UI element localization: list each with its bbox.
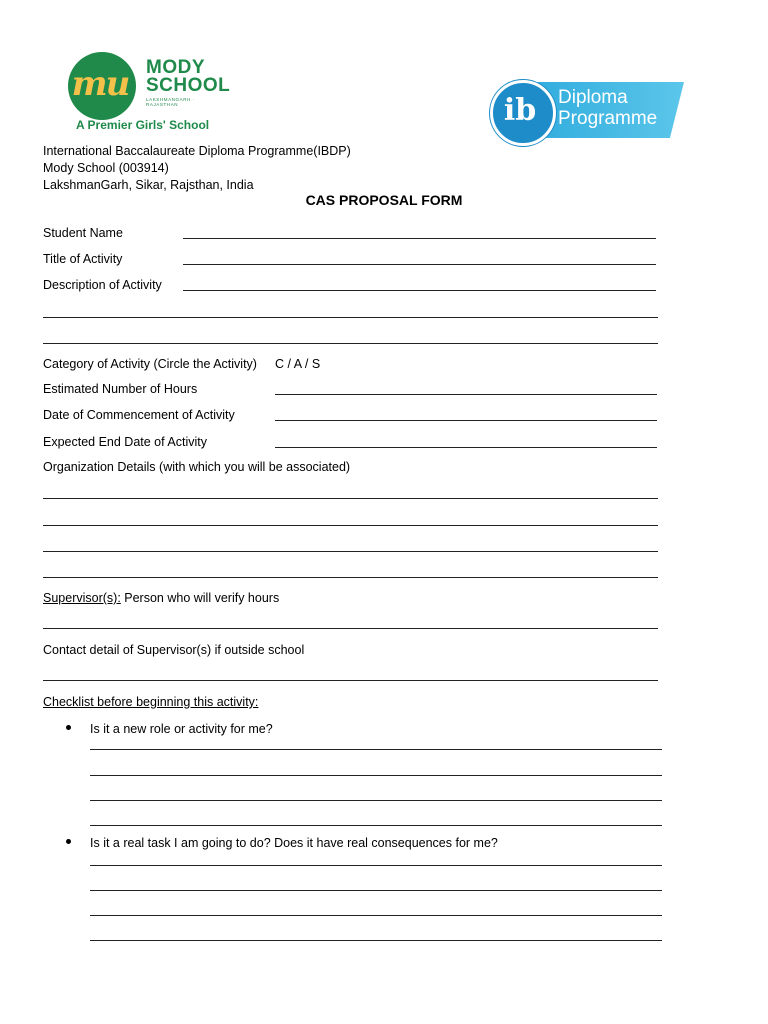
supervisor-note: Person who will verify hours xyxy=(120,591,280,605)
bullet-icon xyxy=(66,725,71,730)
supervisor-label: Supervisor(s): xyxy=(43,591,121,605)
ib-logo-mark: ib xyxy=(503,92,537,128)
checklist-1-answer-line[interactable] xyxy=(90,775,662,776)
student-name-label: Student Name xyxy=(43,226,123,240)
estimated-hours-field[interactable] xyxy=(275,394,657,395)
mody-school-logo xyxy=(66,50,231,136)
ib-logo-line2: Programme xyxy=(558,108,658,129)
description-field-line[interactable] xyxy=(183,290,656,291)
description-of-activity-label: Description of Activity xyxy=(43,278,162,292)
ib-diploma-logo xyxy=(488,78,684,144)
supervisor-label-row xyxy=(43,590,279,606)
estimated-hours-label: Estimated Number of Hours xyxy=(43,382,198,396)
student-name-field[interactable] xyxy=(183,238,656,239)
expected-end-date-label: Expected End Date of Activity xyxy=(43,435,207,449)
description-field-line[interactable] xyxy=(43,343,658,344)
mody-logo-name-line2: SCHOOL xyxy=(146,75,231,96)
expected-end-date-field[interactable] xyxy=(275,447,657,448)
date-commencement-label: Date of Commencement of Activity xyxy=(43,408,235,422)
organization-field-line[interactable] xyxy=(43,551,658,552)
category-options[interactable]: C / A / S xyxy=(275,357,321,371)
title-of-activity-field[interactable] xyxy=(183,264,656,265)
organization-details-label: Organization Details (with which you will be associated) xyxy=(43,460,351,474)
date-commencement-field[interactable] xyxy=(275,420,657,421)
checklist-2-answer-line[interactable] xyxy=(90,865,662,866)
mody-logo-mark: mu xyxy=(71,64,129,104)
supervisor-field[interactable] xyxy=(43,628,658,629)
checklist-1-answer-line[interactable] xyxy=(90,825,662,826)
mody-logo-tagline: A Premier Girls' School xyxy=(76,118,210,132)
organization-field-line[interactable] xyxy=(43,498,658,499)
checklist-1-answer-line[interactable] xyxy=(90,800,662,801)
category-label: Category of Activity (Circle the Activity) xyxy=(43,357,257,371)
header-address: LakshmanGarh, Sikar, Rajsthan, India xyxy=(43,178,254,192)
header-programme: International Baccalaureate Diploma Programme(IBDP) xyxy=(43,144,351,158)
checklist-2-answer-line[interactable] xyxy=(90,940,662,941)
checklist-2-answer-line[interactable] xyxy=(90,915,662,916)
organization-field-line[interactable] xyxy=(43,525,658,526)
organization-field-line[interactable] xyxy=(43,577,658,578)
description-field-line[interactable] xyxy=(43,317,658,318)
mody-logo-name-line1: MODY xyxy=(146,57,205,78)
title-of-activity-label: Title of Activity xyxy=(43,252,123,266)
checklist-1-answer-line[interactable] xyxy=(90,749,662,750)
contact-detail-field[interactable] xyxy=(43,680,658,681)
bullet-icon xyxy=(66,839,71,844)
ib-logo-line1: Diploma xyxy=(558,87,628,108)
checklist-heading: Checklist before beginning this activity: xyxy=(43,695,259,709)
header-school: Mody School (003914) xyxy=(43,161,169,175)
checklist-item-1: Is it a new role or activity for me? xyxy=(90,722,273,736)
contact-detail-label: Contact detail of Supervisor(s) if outside school xyxy=(43,643,305,657)
checklist-item-2: Is it a real task I am going to do? Does it have real consequences for me? xyxy=(90,836,498,850)
form-title: CAS PROPOSAL FORM xyxy=(305,192,463,208)
mody-logo-place: LAKSHMANGARH · RAJASTHAN xyxy=(146,97,195,107)
checklist-2-answer-line[interactable] xyxy=(90,890,662,891)
